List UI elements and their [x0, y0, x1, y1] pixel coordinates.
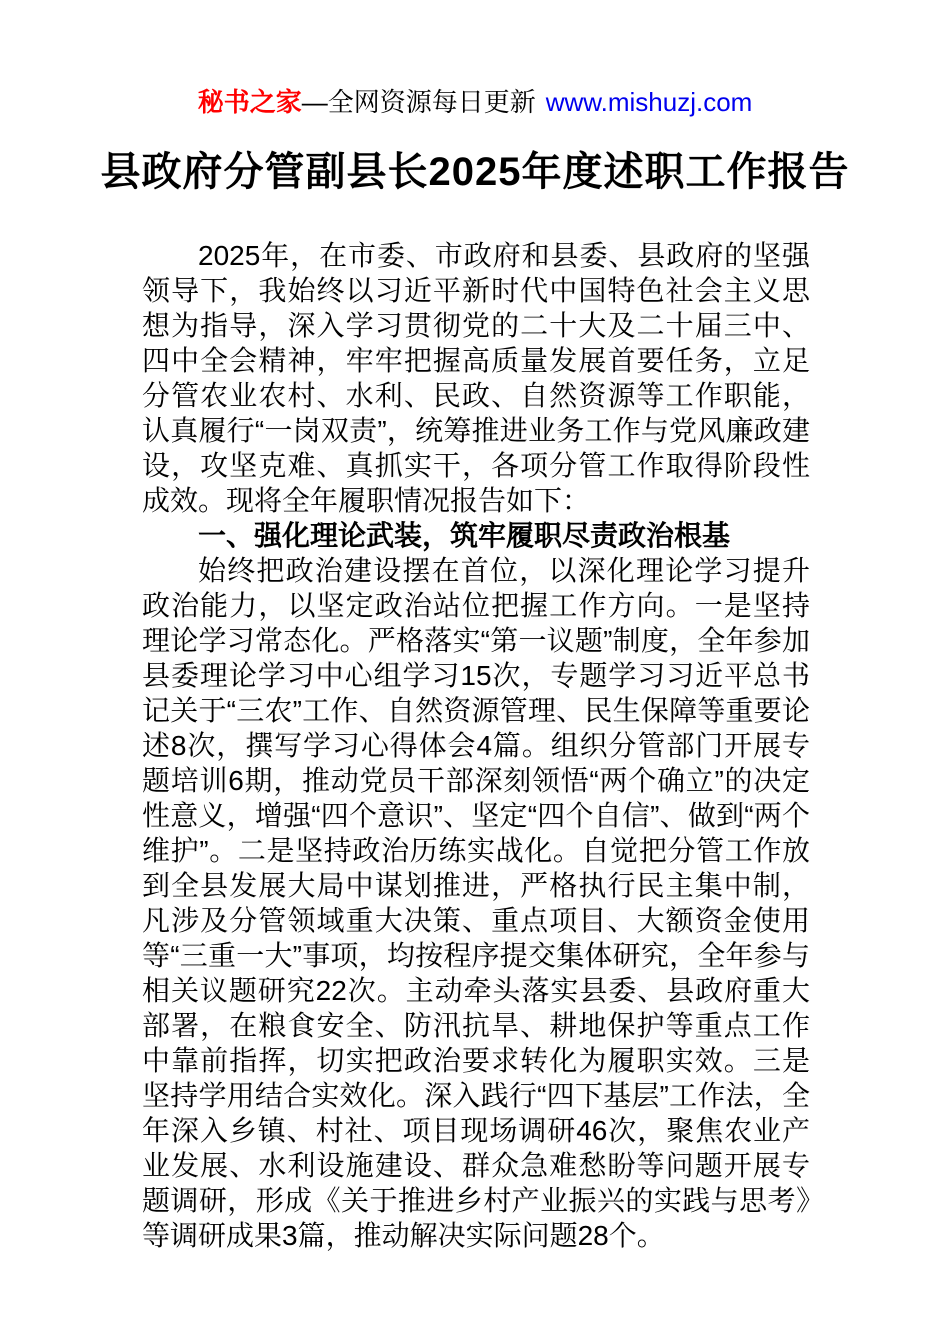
paragraph-section-1: 始终把政治建设摆在首位，以深化理论学习提升政治能力，以坚定政治站位把握工作方向。一是坚持理论学习常态化。严格落实“第一议题”制度，全年参加县委理论学习中心组学习15次，专题学习习近平总书记关于“三农”工作、自然资源管理、民生保障等重要论述8次，撰写学习心得体会4篇。组织分管部门开展专题培训6期，推动党员干部深刻领悟“两个确立”的决定性意义，增强“四个意识”、坚定“四个自信”、做到“两个维护”。二是坚持政治历练实战化。自觉把分管工作放到全县发展大局中谋划推进，严格执行民主集中制，凡涉及分管领域重大决策、重点项目、大额资金使用等“三重一大”事项，均按程序提交集体研究，全年参与相关议题研究22次。主动牵头落实县委、县政府重大部署，在粮食安全、防汛抗旱、耕地保护等重点工作中靠前指挥，切实把政治要求转化为履职实效。三是坚持学用结合实效化。深入践行“四下基层”工作法，全年深入乡镇、村社、项目现场调研46次，聚焦农业产业发展、水利设施建设、群众急难愁盼等问题开展专题调研，形成《关于推进乡村产业振兴的实践与思考》等调研成果3篇，推动解决实际问题28个。 — [142, 555, 810, 1251]
site-tagline: —全网资源每日更新 — [301, 87, 536, 117]
site-brand: 秘书之家 — [197, 87, 302, 117]
document-title: 县政府分管副县长2025年度述职工作报告 — [100, 150, 850, 194]
paragraph-intro: 2025年，在市委、市政府和县委、县政府的坚强领导下，我始终以习近平新时代中国特色社会主义思想为指导，深入学习贯彻党的二十大及二十届三中、四中全会精神，牢牢把握高质量发展首要任务，立足分管农业农村、水利、民政、自然资源等工作职能，认真履行“一岗双责”，统筹推进业务工作与党风廉政建设，攻坚克难、真抓实干，各项分管工作取得阶段性成效。现将全年履职情况报告如下： — [142, 240, 810, 516]
site-header — [0, 0, 950, 118]
site-url-link[interactable]: www.mishuzj.com — [545, 87, 753, 117]
section-heading-1: 一、强化理论武装，筑牢履职尽责政治根基 — [198, 520, 731, 551]
document-body — [142, 238, 810, 1253]
